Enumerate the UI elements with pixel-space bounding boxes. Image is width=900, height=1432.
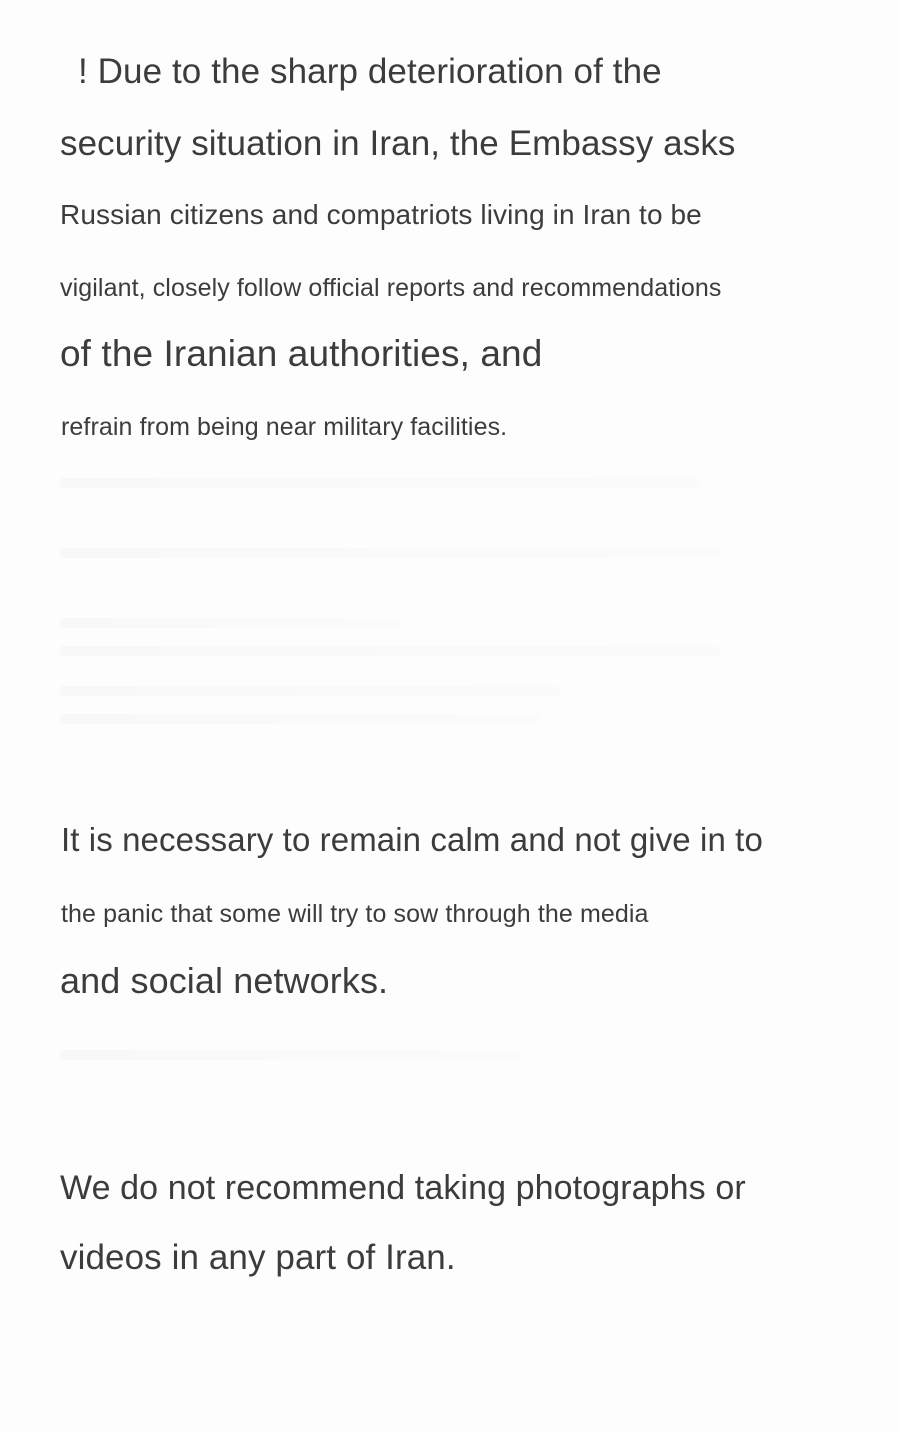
text-line: of the Iranian authorities, and [60,333,543,374]
text-line: vigilant, closely follow official reports and recommendations [60,274,722,302]
faded-text-remnant [60,548,720,558]
faded-text-remnant [60,686,560,696]
faded-text-remnant [60,478,700,488]
text-line: Russian citizens and compatriots living in Iran to be [60,199,702,230]
faded-text-remnant [60,618,400,628]
faded-text-remnant [60,714,540,724]
text-line: security situation in Iran, the Embassy asks [60,124,736,163]
text-line: and social networks. [60,960,389,1001]
text-line: videos in any part of Iran. [60,1238,456,1277]
faded-text-remnant [60,1050,520,1060]
text-line: We do not recommend taking photographs or [60,1169,746,1207]
text-line: ! Due to the sharp deterioration of the [78,52,662,91]
text-line: It is necessary to remain calm and not give in to [61,821,763,858]
faded-text-remnant [60,646,720,656]
text-line: the panic that some will try to sow through the media [61,900,649,928]
text-line: refrain from being near military facilities. [61,413,508,441]
